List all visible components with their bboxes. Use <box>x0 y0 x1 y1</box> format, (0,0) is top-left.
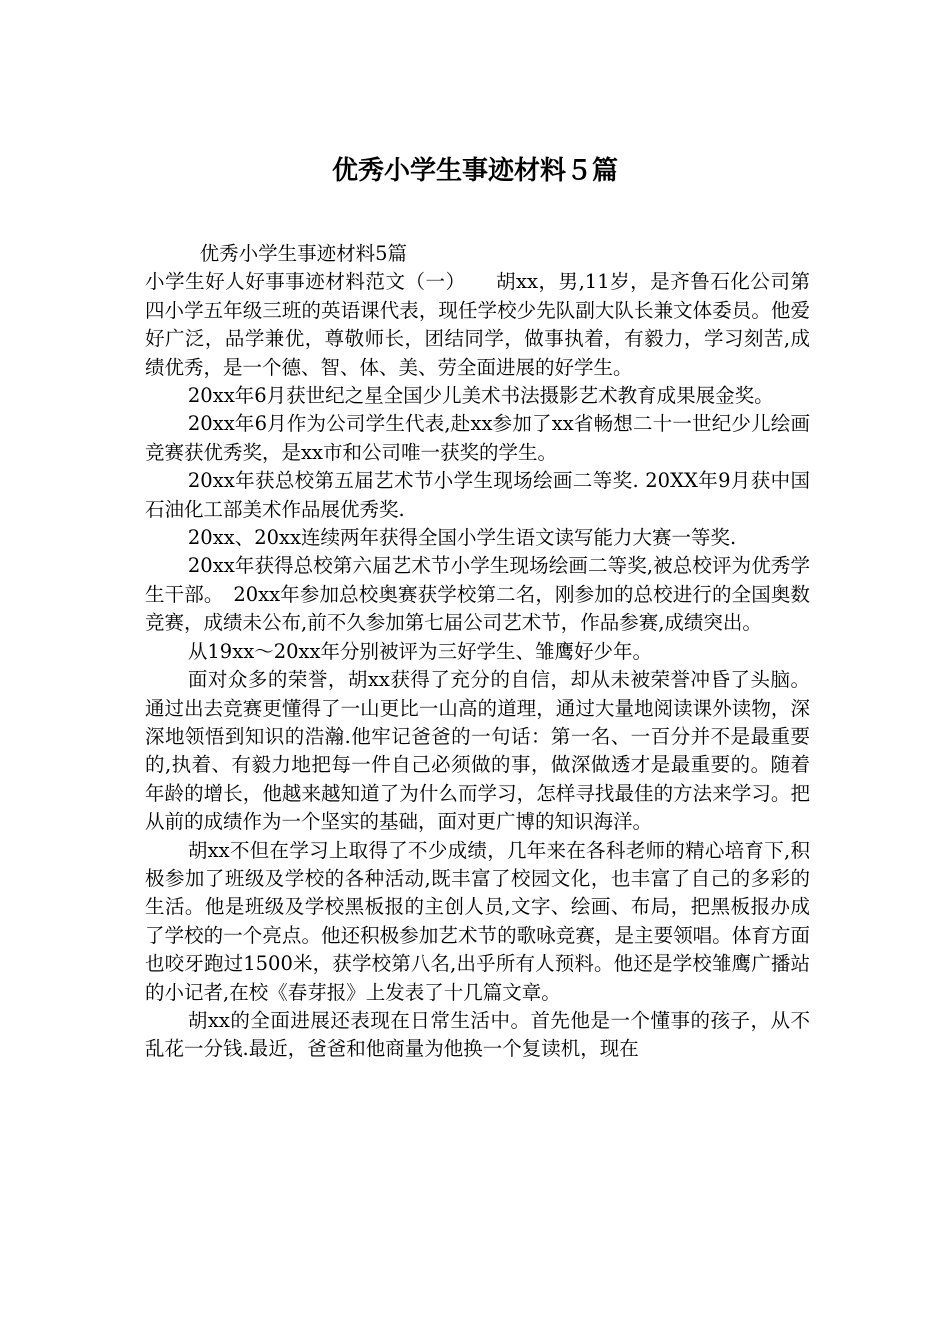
paragraph-1: 小学生好人好事事迹材料范文（一） 胡xx，男,11岁，是齐鲁石化公司第四小学五年级三班的英语课代表，现任学校少先队副大队长兼文体委员。他爱好广泛，品学兼优，尊敬师长，团结同学，做事执着，有毅力，学习刻苦,成绩优秀，是一个德、智、体、美、劳全面进展的好学生。 <box>145 270 810 379</box>
paragraph-2: 20xx年6月获世纪之星全国少儿美术书法摄影艺术教育成果展金奖。 <box>187 384 774 408</box>
paragraph-5: 20xx、20xx连续两年获得全国小学生语文读写能力大赛一等奖. <box>187 526 737 550</box>
paragraph-3: 20xx年6月作为公司学生代表,赴xx参加了xx省畅想二十一世纪少儿绘画竞赛获优秀奖，是xx市和公司唯一获奖的学生。 <box>145 412 810 464</box>
paragraph-6: 20xx年获得总校第六届艺术节小学生现场绘画二等奖,被总校评为优秀学生干部。 20xx年参加总校奥赛获学校第二名，刚参加的总校进行的全国奥数竞赛，成绩未公布,前不久参加第七届公司艺术节，作品参赛,成绩突出。 <box>145 554 810 635</box>
document-subtitle: 优秀小学生事迹材料5篇 <box>199 242 408 265</box>
paragraph-4: 20xx年获总校第五届艺术节小学生现场绘画二等奖. 20XX年9月获中国石油化工部美术作品展优秀奖. <box>145 469 810 521</box>
paragraph-8: 面对众多的荣誉，胡xx获得了充分的自信，却从未被荣誉冲昏了头脑。通过出去竞赛更懂得了一山更比一山高的道理，通过大量地阅读课外读物，深深地领悟到知识的浩瀚.他牢记爸爸的一句话：第一名、一百分并不是最重要的,执着、有毅力地把每一件自己必须做的事，做深做透才是最重要的。随着年龄的增长，他越来越知道了为什么而学习，怎样寻找最佳的方法来学习。把从前的成绩作为一个坚实的基础，面对更广博的知识海洋。 <box>145 668 810 834</box>
paragraph-9: 胡xx不但在学习上取得了不少成绩，几年来在各科老师的精心培育下,积极参加了班级及学校的各种活动,既丰富了校园文化，也丰富了自己的多彩的生活。他是班级及学校黑板报的主创人员,文字、绘画、布局，把黑板报办成了学校的一个亮点。他还积极参加艺术节的歌咏竞赛，是主要领唱。体育方面也咬牙跑过1500米，获学校第八名,出乎所有人预料。他还是学校雏鹰广播站的小记者,在校《春芽报》上发表了十几篇文章。 <box>145 838 810 1004</box>
document-title: 优秀小学生事迹材料５篇 <box>331 156 618 186</box>
paragraph-10: 胡xx的全面进展还表现在日常生活中。首先他是一个懂事的孩子，从不乱花一分钱.最近，爸爸和他商量为他换一个复读机，现在 <box>145 1008 810 1061</box>
paragraph-7: 从19xx～20xx年分别被评为三好学生、雏鹰好少年。 <box>187 639 653 663</box>
document-body <box>145 240 810 1064</box>
